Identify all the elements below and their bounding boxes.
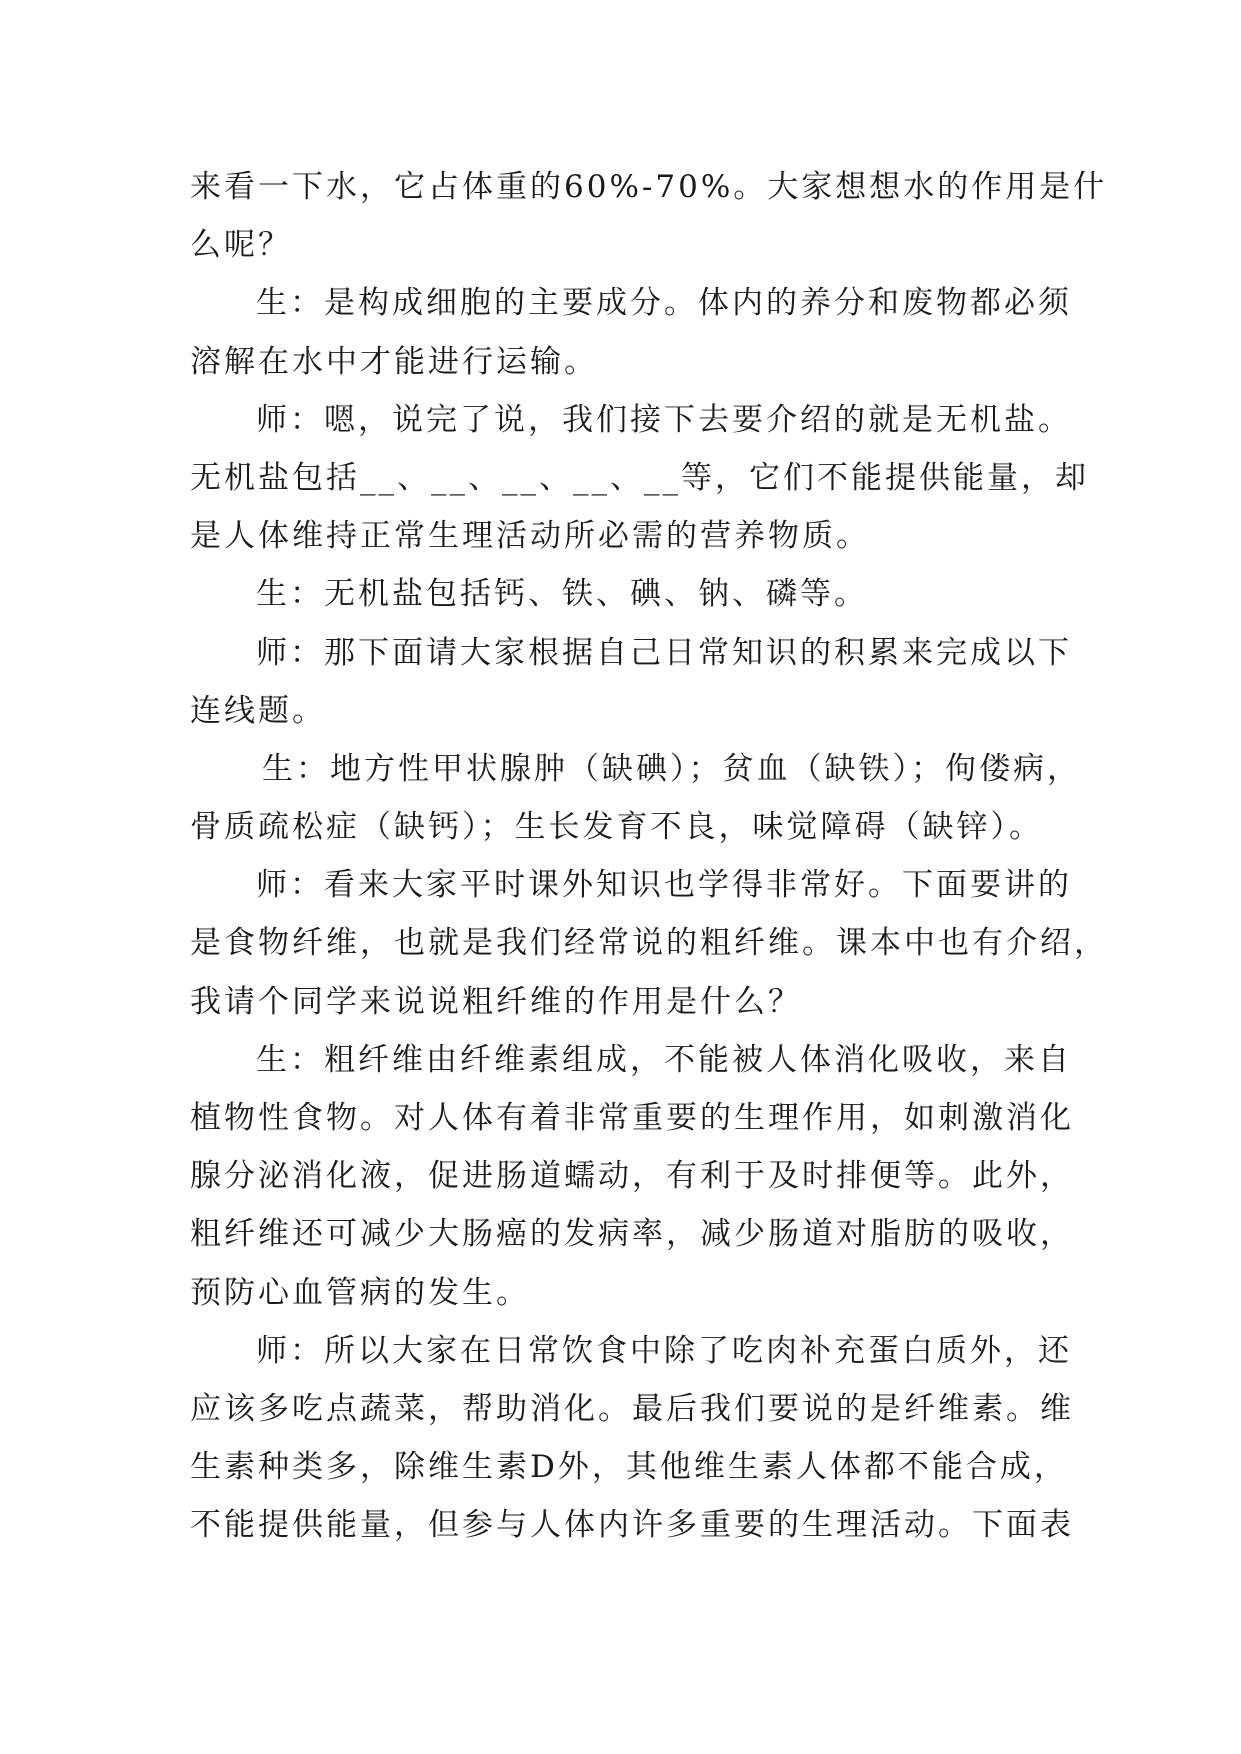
text-line: 植物性食物。对人体有着非常重要的生理作用，如刺激消化 <box>190 1100 1074 1136</box>
text-line: 生：是构成细胞的主要成分。体内的养分和废物都必须 <box>256 285 1072 322</box>
text-line: 我请个同学来说说粗纤维的作用是什么？ <box>190 983 802 1020</box>
text-line: 预防心血管病的发生。 <box>190 1274 530 1311</box>
text-line: 生：无机盐包括钙、铁、碘、钠、磷等。 <box>256 576 868 613</box>
text-line: 粗纤维还可减少大肠癌的发病率，减少肠道对脂肪的吸收， <box>190 1216 1074 1253</box>
text-line: 生：粗纤维由纤维素组成，不能被人体消化吸收，来自 <box>256 1041 1072 1078</box>
text-line: 是食物纤维，也就是我们经常说的粗纤维。课本中也有介绍， <box>190 925 1108 962</box>
text-line: 应该多吃点蔬菜，帮助消化。最后我们要说的是纤维素。维 <box>190 1390 1074 1427</box>
text-line: 么呢？ <box>190 227 292 264</box>
text-line: 骨质疏松症（缺钙）；生长发育不良，味觉障碍（缺锌）。 <box>190 809 1043 846</box>
text-line: 生素种类多，除维生素D外，其他维生素人体都不能合成， <box>190 1449 1068 1486</box>
text-line: 是人体维持正常生理活动所必需的营养物质。 <box>190 518 870 555</box>
text-line: 师：看来大家平时课外知识也学得非常好。下面要讲的 <box>256 867 1072 904</box>
text-line: 师：所以大家在日常饮食中除了吃肉补充蛋白质外，还 <box>256 1332 1072 1369</box>
text-line: 师：嗯，说完了说，我们接下去要介绍的就是无机盐。 <box>256 401 1072 438</box>
text-line: 腺分泌消化液，促进肠道蠕动，有利于及时排便等。此外， <box>190 1158 1074 1195</box>
text-line: 连线题。 <box>190 692 326 729</box>
text-line: 来看一下水，它占体重的60%-70%。大家想想水的作用是什 <box>190 169 1108 205</box>
text-line: 生：地方性甲状腺肿（缺碘）；贫血（缺铁）；佝偻病， <box>262 750 1081 787</box>
text-line: 不能提供能量，但参与人体内许多重要的生理活动。下面表 <box>190 1507 1074 1544</box>
text-line: 师：那下面请大家根据自己日常知识的积累来完成以下 <box>256 634 1072 671</box>
body-text <box>190 158 1108 1555</box>
text-line: 溶解在水中才能进行运输。 <box>190 343 598 380</box>
text-line: 无机盐包括__、__、__、__、__等，它们不能提供能量，却 <box>190 459 1089 496</box>
